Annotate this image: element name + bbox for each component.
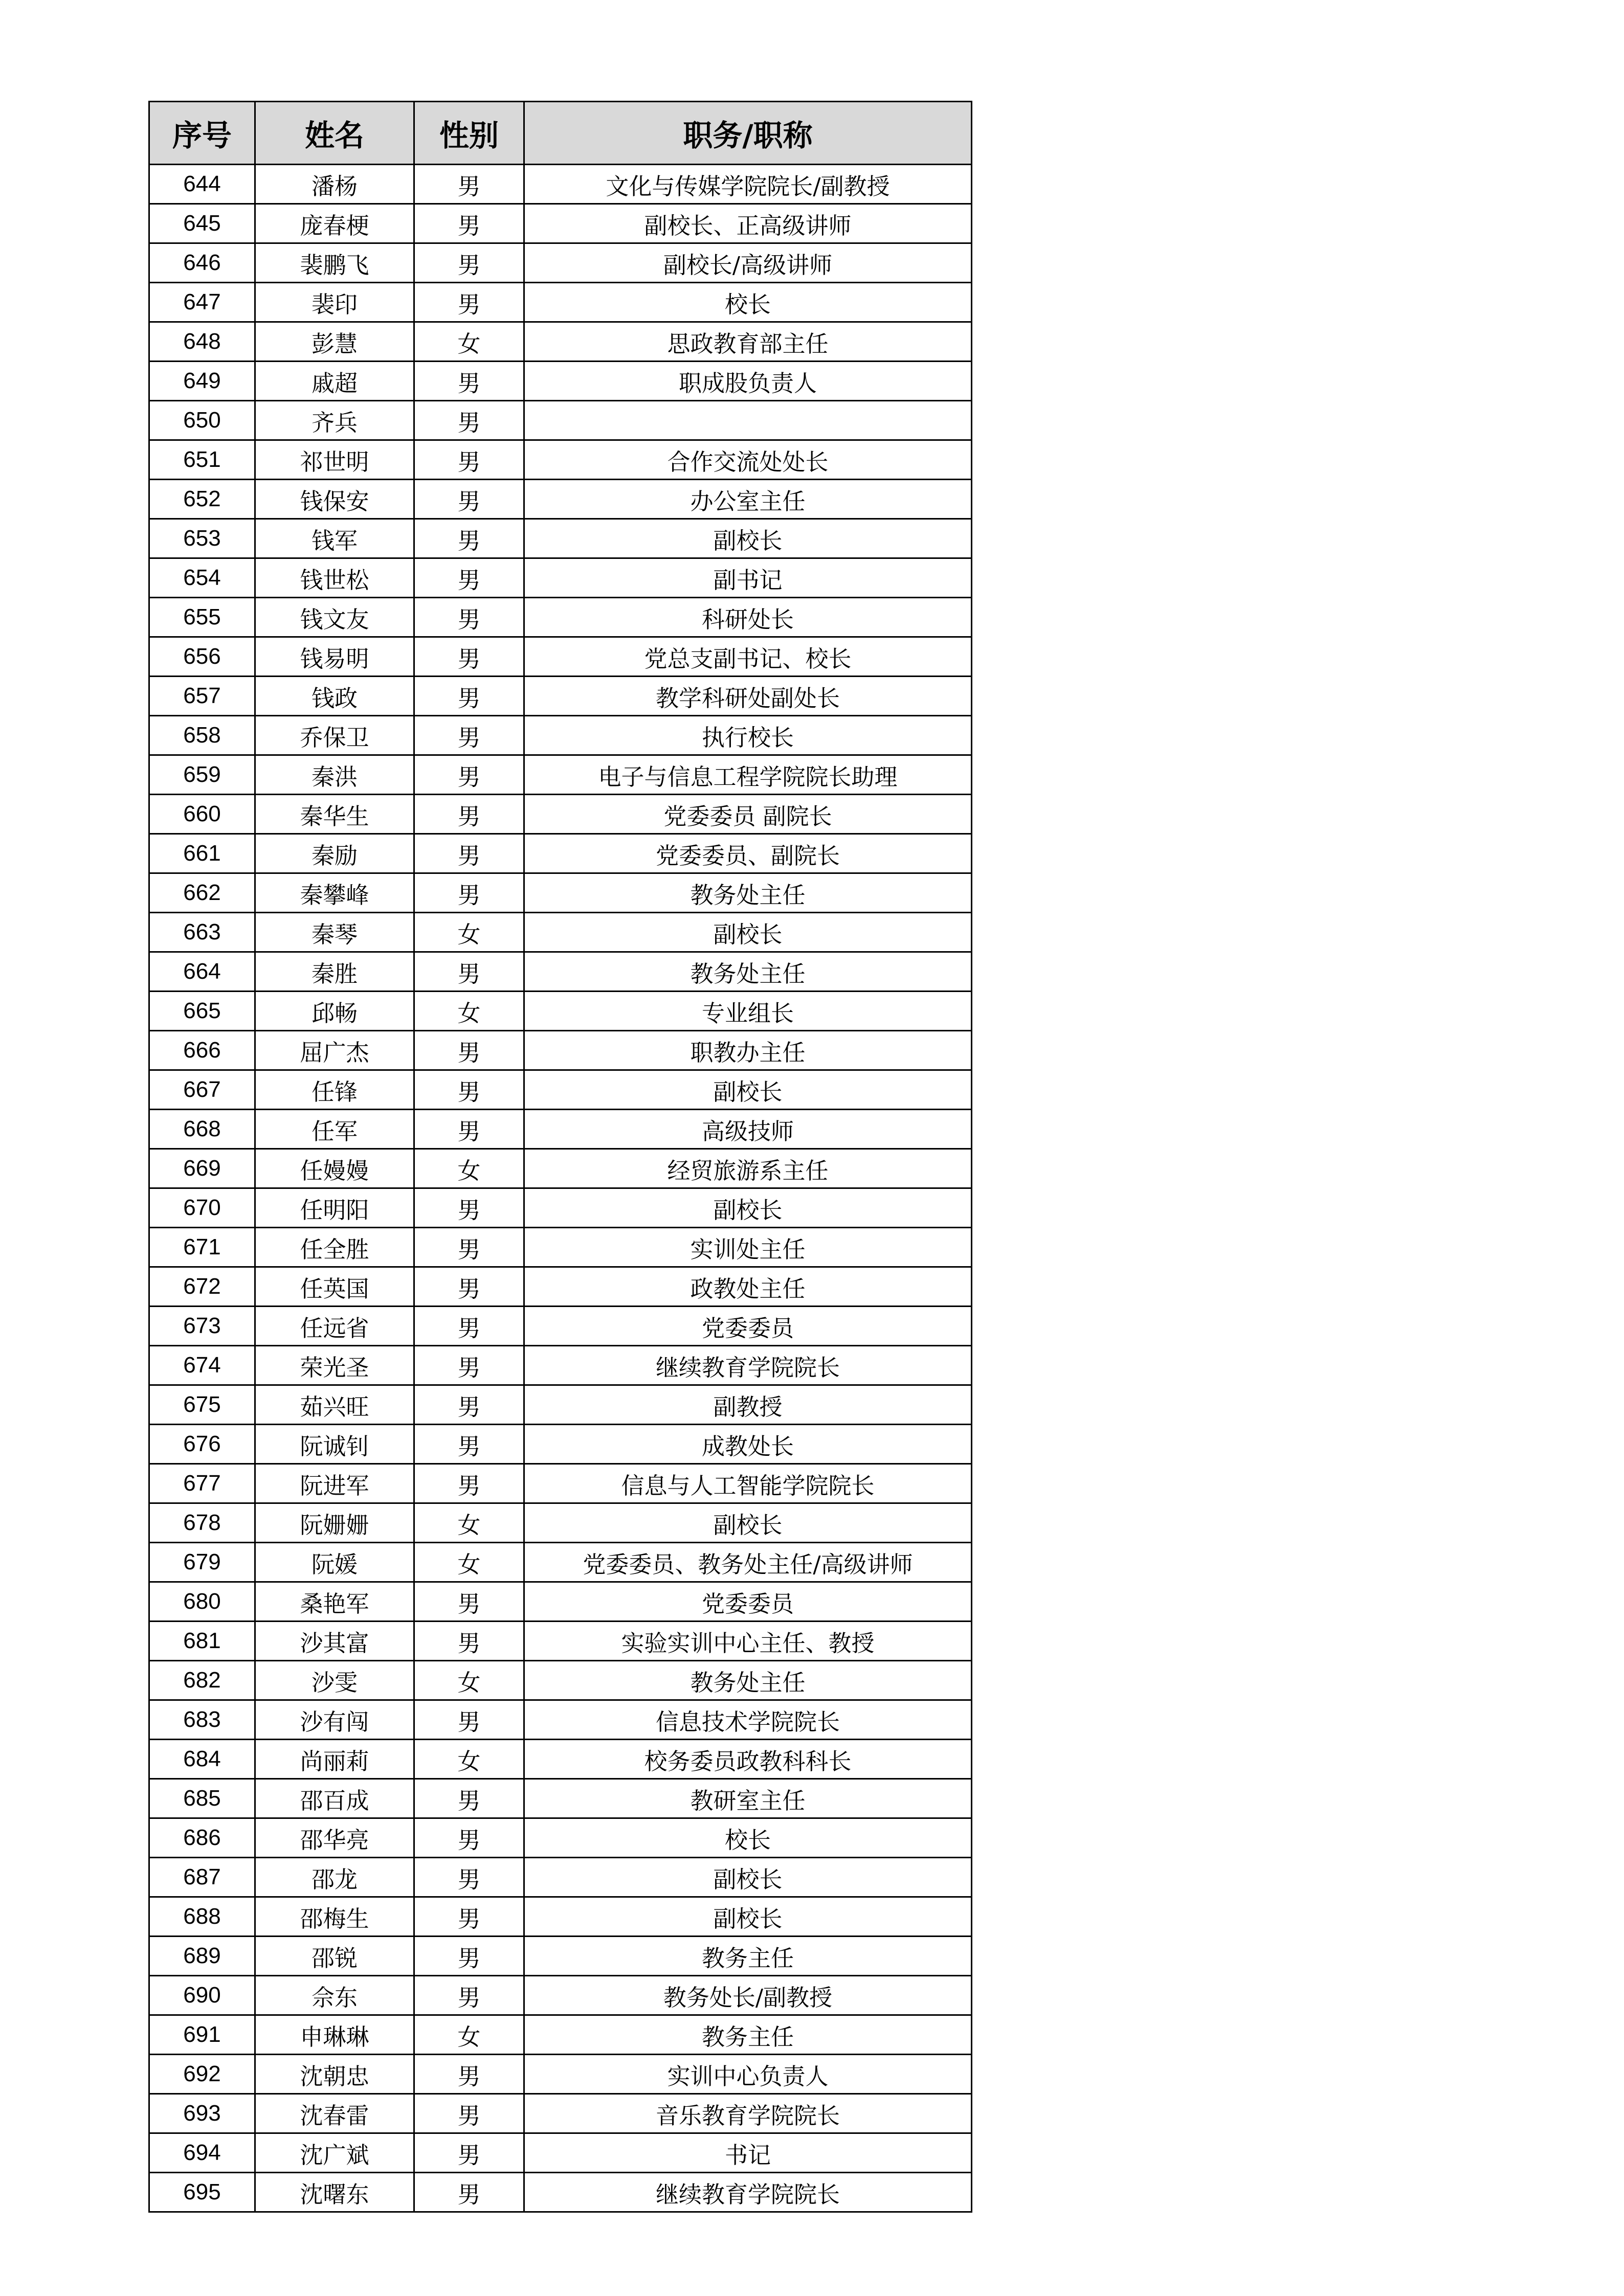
table-row <box>149 1661 972 1700</box>
cell-name: 钱世松 <box>255 558 414 598</box>
cell-title: 音乐教育学院院长 <box>524 2094 972 2133</box>
cell-gender: 男 <box>414 677 524 716</box>
table-row <box>149 1976 972 2015</box>
cell-no: 669 <box>149 1149 255 1188</box>
cell-title: 教务处主任 <box>524 952 972 992</box>
cell-no: 675 <box>149 1385 255 1425</box>
cell-no: 664 <box>149 952 255 992</box>
cell-no: 650 <box>149 401 255 440</box>
cell-no: 661 <box>149 834 255 873</box>
table-row <box>149 204 972 243</box>
cell-gender: 女 <box>414 913 524 952</box>
cell-gender: 男 <box>414 362 524 401</box>
cell-gender: 男 <box>414 1858 524 1897</box>
table-row <box>149 1582 972 1622</box>
cell-title: 校务委员政教科科长 <box>524 1740 972 1779</box>
cell-name: 齐兵 <box>255 401 414 440</box>
cell-title: 副校长、正高级讲师 <box>524 204 972 243</box>
cell-gender: 女 <box>414 2015 524 2055</box>
cell-title: 信息与人工智能学院院长 <box>524 1464 972 1503</box>
cell-title: 党总支副书记、校长 <box>524 637 972 677</box>
cell-gender: 男 <box>414 1425 524 1464</box>
table-row <box>149 2094 972 2133</box>
cell-no: 652 <box>149 480 255 519</box>
cell-title: 职教办主任 <box>524 1031 972 1070</box>
cell-gender: 男 <box>414 204 524 243</box>
table-row <box>149 1346 972 1385</box>
cell-gender: 男 <box>414 2133 524 2173</box>
cell-title: 党委委员 <box>524 1582 972 1622</box>
cell-name: 秦攀峰 <box>255 873 414 913</box>
cell-title: 实训中心负责人 <box>524 2055 972 2094</box>
cell-name: 戚超 <box>255 362 414 401</box>
cell-title: 专业组长 <box>524 992 972 1031</box>
cell-no: 688 <box>149 1897 255 1937</box>
cell-gender: 男 <box>414 2055 524 2094</box>
cell-gender: 男 <box>414 1464 524 1503</box>
cell-no: 666 <box>149 1031 255 1070</box>
cell-no: 656 <box>149 637 255 677</box>
cell-gender: 女 <box>414 1503 524 1543</box>
cell-title: 副校长 <box>524 1858 972 1897</box>
cell-gender: 男 <box>414 1228 524 1267</box>
cell-no: 647 <box>149 283 255 322</box>
cell-name: 任远省 <box>255 1307 414 1346</box>
cell-no: 673 <box>149 1307 255 1346</box>
cell-name: 钱保安 <box>255 480 414 519</box>
table-row <box>149 440 972 480</box>
cell-gender: 男 <box>414 2173 524 2212</box>
table-row <box>149 992 972 1031</box>
cell-name: 荣光圣 <box>255 1346 414 1385</box>
cell-name: 钱文友 <box>255 598 414 637</box>
cell-gender: 女 <box>414 1740 524 1779</box>
cell-gender: 男 <box>414 480 524 519</box>
cell-no: 644 <box>149 165 255 204</box>
cell-gender: 男 <box>414 1267 524 1307</box>
table-row <box>149 1188 972 1228</box>
cell-gender: 男 <box>414 1897 524 1937</box>
cell-gender: 女 <box>414 1149 524 1188</box>
cell-title: 合作交流处处长 <box>524 440 972 480</box>
cell-no: 680 <box>149 1582 255 1622</box>
cell-gender: 男 <box>414 1582 524 1622</box>
table-row <box>149 401 972 440</box>
cell-title: 办公室主任 <box>524 480 972 519</box>
cell-title: 副校长 <box>524 913 972 952</box>
table-row <box>149 2015 972 2055</box>
cell-no: 649 <box>149 362 255 401</box>
table-row <box>149 2133 972 2173</box>
table-body <box>149 165 972 2212</box>
cell-name: 阮诚钊 <box>255 1425 414 1464</box>
cell-no: 668 <box>149 1110 255 1149</box>
table-row <box>149 1858 972 1897</box>
cell-title: 副校长 <box>524 1503 972 1543</box>
cell-name: 沙有闯 <box>255 1700 414 1740</box>
table-row <box>149 1385 972 1425</box>
cell-gender: 男 <box>414 283 524 322</box>
cell-no: 651 <box>149 440 255 480</box>
cell-title: 教务处主任 <box>524 1661 972 1700</box>
cell-title: 教务处长/副教授 <box>524 1976 972 2015</box>
header-row <box>149 102 972 165</box>
cell-no: 685 <box>149 1779 255 1818</box>
cell-title: 教学科研处副处长 <box>524 677 972 716</box>
cell-name: 秦华生 <box>255 795 414 834</box>
cell-gender: 男 <box>414 795 524 834</box>
cell-title: 职成股负责人 <box>524 362 972 401</box>
cell-name: 潘杨 <box>255 165 414 204</box>
cell-name: 彭慧 <box>255 322 414 362</box>
cell-title: 副书记 <box>524 558 972 598</box>
cell-name: 尚丽莉 <box>255 1740 414 1779</box>
cell-no: 660 <box>149 795 255 834</box>
cell-name: 沈春雷 <box>255 2094 414 2133</box>
table-row <box>149 677 972 716</box>
cell-gender: 男 <box>414 598 524 637</box>
cell-title: 教务处主任 <box>524 873 972 913</box>
cell-title: 实验实训中心主任、教授 <box>524 1622 972 1661</box>
cell-name: 阮进军 <box>255 1464 414 1503</box>
table-row <box>149 952 972 992</box>
cell-title: 党委委员 <box>524 1307 972 1346</box>
cell-gender: 男 <box>414 1110 524 1149</box>
cell-gender: 男 <box>414 1070 524 1110</box>
cell-title: 继续教育学院院长 <box>524 2173 972 2212</box>
header-gender: 性别 <box>414 102 524 165</box>
cell-title: 成教处长 <box>524 1425 972 1464</box>
table-row <box>149 2173 972 2212</box>
cell-name: 邵锐 <box>255 1937 414 1976</box>
cell-name: 邵龙 <box>255 1858 414 1897</box>
cell-gender: 男 <box>414 401 524 440</box>
cell-name: 钱易明 <box>255 637 414 677</box>
table-row <box>149 755 972 795</box>
table-row <box>149 1503 972 1543</box>
cell-title: 经贸旅游系主任 <box>524 1149 972 1188</box>
cell-gender: 女 <box>414 1543 524 1582</box>
cell-name: 祁世明 <box>255 440 414 480</box>
cell-no: 693 <box>149 2094 255 2133</box>
table-row <box>149 1740 972 1779</box>
table-row <box>149 1818 972 1858</box>
cell-no: 655 <box>149 598 255 637</box>
cell-title: 信息技术学院院长 <box>524 1700 972 1740</box>
table-row <box>149 519 972 558</box>
cell-gender: 男 <box>414 440 524 480</box>
cell-gender: 男 <box>414 1031 524 1070</box>
cell-name: 屈广杰 <box>255 1031 414 1070</box>
cell-no: 667 <box>149 1070 255 1110</box>
cell-no: 683 <box>149 1700 255 1740</box>
cell-gender: 男 <box>414 755 524 795</box>
cell-title <box>524 401 972 440</box>
cell-title: 党委委员、教务处主任/高级讲师 <box>524 1543 972 1582</box>
table-row <box>149 1700 972 1740</box>
table-row <box>149 716 972 755</box>
cell-gender: 女 <box>414 322 524 362</box>
cell-no: 670 <box>149 1188 255 1228</box>
table-row <box>149 913 972 952</box>
cell-gender: 男 <box>414 519 524 558</box>
cell-name: 庞春梗 <box>255 204 414 243</box>
cell-title: 教务主任 <box>524 1937 972 1976</box>
table-row <box>149 1543 972 1582</box>
cell-name: 阮姗姗 <box>255 1503 414 1543</box>
cell-no: 657 <box>149 677 255 716</box>
cell-title: 校长 <box>524 283 972 322</box>
table-row <box>149 1110 972 1149</box>
cell-title: 副校长/高级讲师 <box>524 243 972 283</box>
table-row <box>149 558 972 598</box>
cell-title: 书记 <box>524 2133 972 2173</box>
cell-name: 任军 <box>255 1110 414 1149</box>
table-row <box>149 165 972 204</box>
cell-name: 邱畅 <box>255 992 414 1031</box>
cell-title: 副校长 <box>524 1070 972 1110</box>
cell-gender: 男 <box>414 1937 524 1976</box>
header-name: 姓名 <box>255 102 414 165</box>
cell-name: 钱政 <box>255 677 414 716</box>
cell-gender: 女 <box>414 992 524 1031</box>
cell-no: 687 <box>149 1858 255 1897</box>
cell-gender: 男 <box>414 1346 524 1385</box>
cell-no: 674 <box>149 1346 255 1385</box>
cell-name: 裴鹏飞 <box>255 243 414 283</box>
cell-name: 沙雯 <box>255 1661 414 1700</box>
table-row <box>149 480 972 519</box>
cell-name: 邵梅生 <box>255 1897 414 1937</box>
cell-gender: 男 <box>414 716 524 755</box>
table-row <box>149 1897 972 1937</box>
table-row <box>149 1464 972 1503</box>
cell-no: 690 <box>149 1976 255 2015</box>
table-row <box>149 834 972 873</box>
cell-no: 662 <box>149 873 255 913</box>
cell-name: 秦琴 <box>255 913 414 952</box>
cell-no: 648 <box>149 322 255 362</box>
cell-name: 邵百成 <box>255 1779 414 1818</box>
cell-gender: 男 <box>414 558 524 598</box>
table-header <box>149 102 972 165</box>
cell-no: 691 <box>149 2015 255 2055</box>
roster-table <box>148 101 972 2213</box>
cell-name: 申琳琳 <box>255 2015 414 2055</box>
table-row <box>149 637 972 677</box>
cell-name: 任明阳 <box>255 1188 414 1228</box>
cell-title: 教研室主任 <box>524 1779 972 1818</box>
cell-name: 乔保卫 <box>255 716 414 755</box>
table-row <box>149 1267 972 1307</box>
cell-no: 658 <box>149 716 255 755</box>
cell-no: 653 <box>149 519 255 558</box>
table-row <box>149 1937 972 1976</box>
cell-gender: 男 <box>414 834 524 873</box>
cell-title: 科研处长 <box>524 598 972 637</box>
cell-no: 681 <box>149 1622 255 1661</box>
header-no: 序号 <box>149 102 255 165</box>
table-row <box>149 873 972 913</box>
cell-gender: 男 <box>414 637 524 677</box>
cell-title: 高级技师 <box>524 1110 972 1149</box>
cell-name: 任锋 <box>255 1070 414 1110</box>
cell-title: 电子与信息工程学院院长助理 <box>524 755 972 795</box>
cell-no: 654 <box>149 558 255 598</box>
cell-gender: 男 <box>414 2094 524 2133</box>
cell-gender: 男 <box>414 1818 524 1858</box>
cell-name: 佘东 <box>255 1976 414 2015</box>
cell-no: 678 <box>149 1503 255 1543</box>
cell-name: 沈朝忠 <box>255 2055 414 2094</box>
cell-title: 文化与传媒学院院长/副教授 <box>524 165 972 204</box>
table-row <box>149 1228 972 1267</box>
cell-name: 秦胜 <box>255 952 414 992</box>
cell-title: 副校长 <box>524 519 972 558</box>
cell-gender: 男 <box>414 1622 524 1661</box>
cell-gender: 男 <box>414 165 524 204</box>
cell-no: 672 <box>149 1267 255 1307</box>
cell-gender: 男 <box>414 1307 524 1346</box>
cell-title: 党委委员、副院长 <box>524 834 972 873</box>
table-row <box>149 322 972 362</box>
table-row <box>149 1149 972 1188</box>
cell-no: 645 <box>149 204 255 243</box>
cell-gender: 男 <box>414 952 524 992</box>
cell-gender: 女 <box>414 1661 524 1700</box>
cell-no: 646 <box>149 243 255 283</box>
cell-no: 665 <box>149 992 255 1031</box>
cell-name: 任全胜 <box>255 1228 414 1267</box>
cell-title: 校长 <box>524 1818 972 1858</box>
cell-title: 教务主任 <box>524 2015 972 2055</box>
cell-gender: 男 <box>414 1779 524 1818</box>
cell-no: 686 <box>149 1818 255 1858</box>
cell-name: 任英国 <box>255 1267 414 1307</box>
cell-gender: 男 <box>414 243 524 283</box>
cell-no: 689 <box>149 1937 255 1976</box>
cell-name: 任嫚嫚 <box>255 1149 414 1188</box>
cell-name: 沙其富 <box>255 1622 414 1661</box>
header-title: 职务/职称 <box>524 102 972 165</box>
cell-no: 679 <box>149 1543 255 1582</box>
cell-title: 副教授 <box>524 1385 972 1425</box>
table-row <box>149 795 972 834</box>
cell-no: 695 <box>149 2173 255 2212</box>
cell-gender: 男 <box>414 873 524 913</box>
cell-title: 思政教育部主任 <box>524 322 972 362</box>
cell-no: 659 <box>149 755 255 795</box>
cell-gender: 男 <box>414 1188 524 1228</box>
cell-name: 秦励 <box>255 834 414 873</box>
cell-title: 继续教育学院院长 <box>524 1346 972 1385</box>
cell-no: 694 <box>149 2133 255 2173</box>
cell-title: 党委委员 副院长 <box>524 795 972 834</box>
cell-title: 副校长 <box>524 1188 972 1228</box>
cell-no: 684 <box>149 1740 255 1779</box>
cell-no: 677 <box>149 1464 255 1503</box>
cell-title: 政教处主任 <box>524 1267 972 1307</box>
cell-title: 副校长 <box>524 1897 972 1937</box>
cell-name: 秦洪 <box>255 755 414 795</box>
cell-name: 沈曙东 <box>255 2173 414 2212</box>
table-row <box>149 598 972 637</box>
cell-no: 676 <box>149 1425 255 1464</box>
cell-no: 692 <box>149 2055 255 2094</box>
cell-name: 桑艳军 <box>255 1582 414 1622</box>
cell-name: 阮媛 <box>255 1543 414 1582</box>
table-row <box>149 2055 972 2094</box>
table-row <box>149 243 972 283</box>
table-row <box>149 1425 972 1464</box>
table-row <box>149 1070 972 1110</box>
table-row <box>149 1622 972 1661</box>
cell-name: 邵华亮 <box>255 1818 414 1858</box>
cell-name: 沈广斌 <box>255 2133 414 2173</box>
cell-name: 裴印 <box>255 283 414 322</box>
cell-no: 682 <box>149 1661 255 1700</box>
cell-no: 671 <box>149 1228 255 1267</box>
cell-gender: 男 <box>414 1700 524 1740</box>
table-row <box>149 362 972 401</box>
table-row <box>149 1779 972 1818</box>
table-row <box>149 1307 972 1346</box>
cell-title: 实训处主任 <box>524 1228 972 1267</box>
cell-name: 茹兴旺 <box>255 1385 414 1425</box>
cell-gender: 男 <box>414 1385 524 1425</box>
cell-title: 执行校长 <box>524 716 972 755</box>
table-row <box>149 283 972 322</box>
cell-gender: 男 <box>414 1976 524 2015</box>
table-row <box>149 1031 972 1070</box>
cell-name: 钱军 <box>255 519 414 558</box>
cell-no: 663 <box>149 913 255 952</box>
